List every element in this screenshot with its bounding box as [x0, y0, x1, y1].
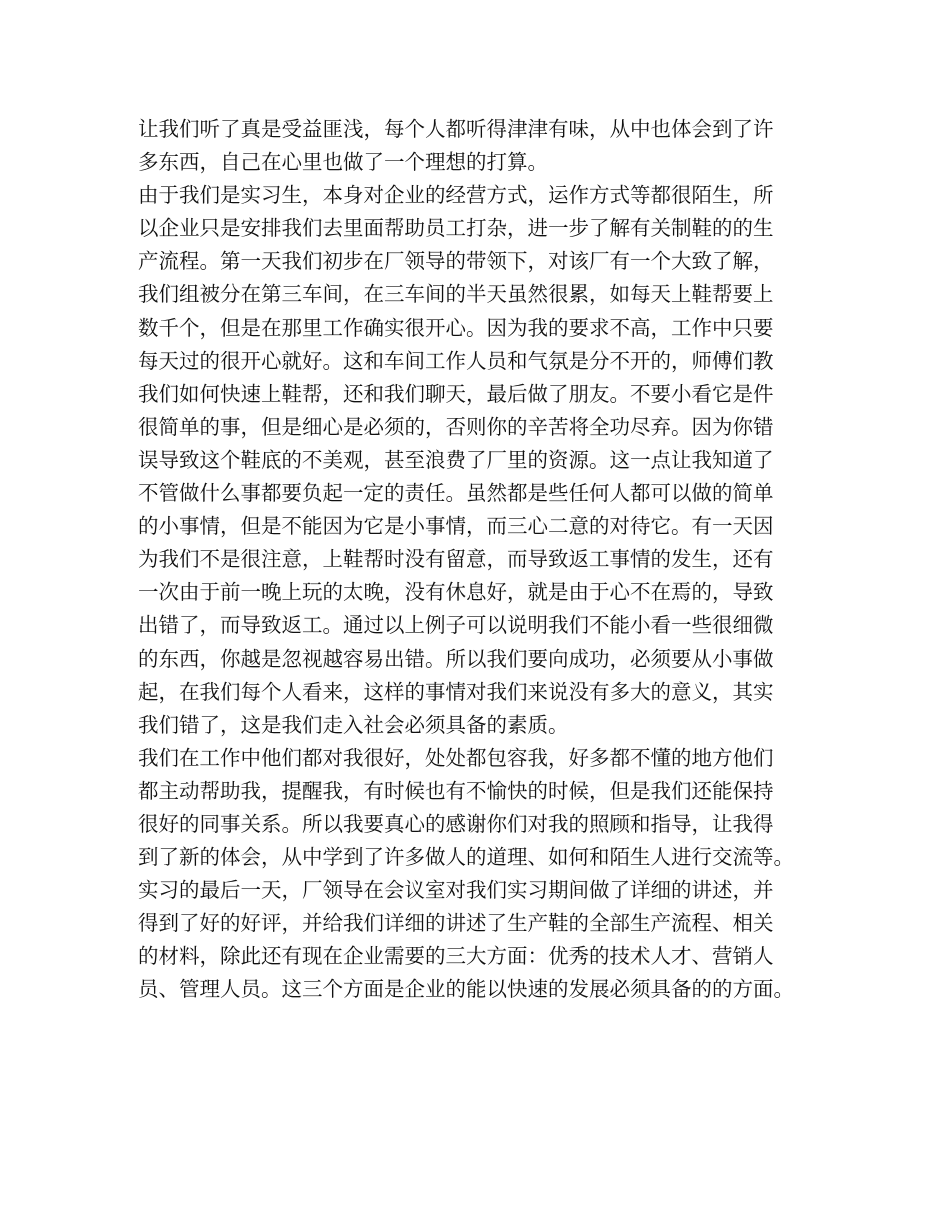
document-body	[138, 113, 828, 1007]
text-line: 每天过的很开心就好。这和车间工作人员和气氛是分不开的，师傅们教	[138, 348, 774, 373]
text-line: 误导致这个鞋底的不美观，甚至浪费了厂里的资源。这一点让我知道了	[138, 447, 774, 472]
text-line: 我们在工作中他们都对我很好，处处都包容我，好多都不懂的地方他们	[138, 745, 774, 770]
text-line: 让我们听了真是受益匪浅，每个人都听得津津有味，从中也体会到了许	[138, 117, 774, 141]
text-line: 的材料，除此还有现在企业需要的三大方面：优秀的技术人才、营销人	[138, 944, 774, 969]
text-line: 得到了好的好评，并给我们详细的讲述了生产鞋的全部生产流程、相关	[138, 911, 774, 936]
text-line: 不管做什么事都要负起一定的责任。虽然都是些任何人都可以做的简单	[138, 481, 774, 506]
text-line: 的小事情，但是不能因为它是小事情，而三心二意的对待它。有一天因	[138, 514, 774, 539]
text-line: 很好的同事关系。所以我要真心的感谢你们对我的照顾和指导，让我得	[138, 811, 774, 836]
text-line: 员、管理人员。这三个方面是企业的能以快速的发展必须具备的的方面。	[138, 977, 794, 1002]
text-line: 我们错了，这是我们走入社会必须具备的素质。	[138, 712, 569, 737]
text-line: 到了新的体会，从中学到了许多做人的道理、如何和陌生人进行交流等。	[138, 845, 794, 870]
text-line: 数千个，但是在那里工作确实很开心。因为我的要求不高，工作中只要	[138, 315, 774, 340]
text-line: 产流程。第一天我们初步在厂领导的带领下，对该厂有一个大致了解，	[138, 249, 774, 274]
text-line: 一次由于前一晚上玩的太晚，没有休息好，就是由于心不在焉的，导致	[138, 580, 774, 605]
text-line: 起，在我们每个人看来，这样的事情对我们来说没有多大的意义，其实	[138, 679, 774, 704]
text-line: 我们如何快速上鞋帮，还和我们聊天，最后做了朋友。不要小看它是件	[138, 381, 774, 406]
text-line: 由于我们是实习生，本身对企业的经营方式，运作方式等都很陌生，所	[138, 183, 774, 208]
text-line: 实习的最后一天，厂领导在会议室对我们实习期间做了详细的讲述，并	[138, 878, 774, 903]
text-line: 为我们不是很注意，上鞋帮时没有留意，而导致返工事情的发生，还有	[138, 547, 774, 572]
text-line: 都主动帮助我，提醒我，有时候也有不愉快的时候，但是我们还能保持	[138, 778, 774, 803]
text-line: 多东西，自己在心里也做了一个理想的打算。	[138, 150, 548, 175]
text-line: 的东西，你越是忽视越容易出错。所以我们要向成功，必须要从小事做	[138, 646, 774, 671]
text-line: 我们组被分在第三车间，在三车间的半天虽然很累，如每天上鞋帮要上	[138, 282, 774, 307]
text-line: 出错了，而导致返工。通过以上例子可以说明我们不能小看一些很细微	[138, 613, 774, 638]
text-line: 很简单的事，但是细心是必须的，否则你的辛苦将全功尽弃。因为你错	[138, 414, 774, 439]
text-line: 以企业只是安排我们去里面帮助员工打杂，进一步了解有关制鞋的的生	[138, 216, 774, 241]
